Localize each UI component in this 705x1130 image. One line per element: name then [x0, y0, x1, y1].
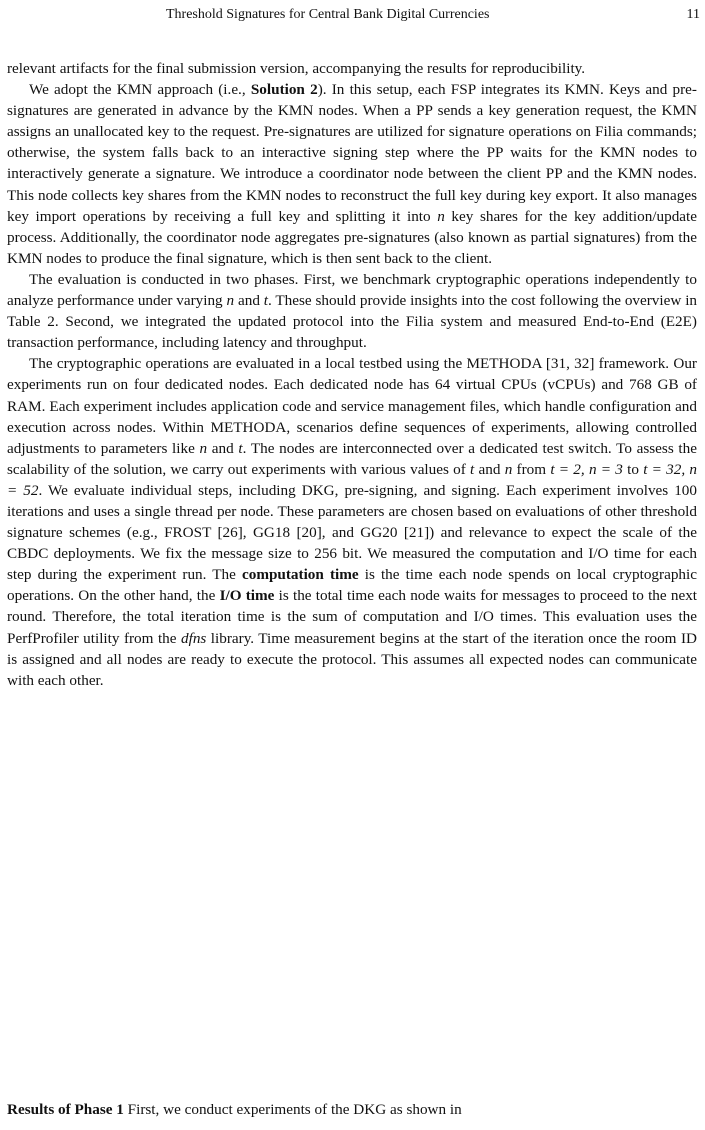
- page-number: 11: [686, 7, 700, 22]
- results-phase-1: [7, 1099, 697, 1120]
- math-n: n: [199, 439, 208, 457]
- section-text: First, we conduct experiments of the DKG as shown in: [123, 1101, 462, 1118]
- library-name: dfns: [181, 629, 207, 647]
- solution-2-emphasis: Solution 2: [250, 81, 318, 99]
- math-range-start: t = 2, n = 3: [550, 460, 623, 478]
- math-t: t: [470, 460, 475, 478]
- io-time-term: I/O time: [219, 587, 275, 605]
- math-n: n: [226, 292, 235, 310]
- paragraph-2: We adopt the KMN approach (i.e., Solution 2). In this setup, each FSP integrates its KMN. Keys and pre-signatures are generated in advance by the KMN nodes. When a PP sends a key generation request, the KMN assigns an unallocated key to the request. Pre-signatures are utilized for signature operations on Filia commands; otherwise, the system falls back to an interactive signing step where the PP waits for the KMN nodes to interactively generate a signature. We introduce a coordinator node between the client PP and the KMN nodes. This node collects key shares from the KMN nodes to reconstruct the full key during key export. It also manages key import operations by receiving a full key and splitting it into n key shares for the key addition/update process. Additionally, the coordinator node aggregates pre-signatures (also known as partial signatures) from the KMN nodes to produce the final signature, which is then sent back to the client.: [7, 81, 697, 267]
- paragraph-4: The cryptographic operations are evaluated in a local testbed using the METHODA [31, 32] framework. Our experiments run on four dedicated nodes. Each dedicated node has 64 virtual CPUs (vCPUs) and 768 GB of RAM. Each experiment includes application code and service management files, which handle configuration and execution across nodes. Within METHODA, scenarios define sequences of experiments, allowing controlled adjustments to parameters like n and t. The nodes are interconnected over a dedicated test switch. To assess the scalability of the solution, we carry out experiments with various values of t and n from t = 2, n = 3 to t = 32, n = 52. We evaluate individual steps, including DKG, pre-signing, and signing. Each experiment involves 100 iterations and uses a single thread per node. These parameters are chosen based on evaluations of other threshold signature schemes (e.g., FROST [26], GG18 [20], and GG20 [21]) and relevance to expect the scale of the CBDC deployments. We fix the message size to 256 bit. We measured the computation and I/O time for each step during the experiment run. The computation time is the time each node spends on local cryptographic operations. On the other hand, the I/O time is the total time each node waits for messages to proceed to the next round. Therefore, the total iteration time is the sum of computation and I/O times. This evaluation uses the PerfProfiler utility from the dfns library. Time measurement begins at the start of the iteration once the room ID is assigned and all nodes are ready to execute the protocol. This assumes all expected nodes can communicate with each other.: [7, 355, 698, 689]
- body-text: [7, 58, 697, 691]
- math-n: n: [504, 460, 513, 478]
- section-heading: Results of Phase 1: [7, 1101, 124, 1118]
- math-range-end: t = 32, n = 52: [7, 460, 697, 499]
- computation-time-term: computation time: [242, 566, 359, 584]
- paragraph-1: relevant artifacts for the final submission version, accompanying the results for reproducibility.: [7, 60, 586, 77]
- math-n: n: [437, 207, 445, 225]
- math-t: t: [263, 292, 269, 310]
- math-t: t: [238, 439, 243, 457]
- running-title: Threshold Signatures for Central Bank Digital Currencies: [166, 7, 490, 22]
- paragraph-3: The evaluation is conducted in two phases. First, we benchmark cryptographic operations independently to analyze performance under varying n and t. These should provide insights into the cost following the overview in Table 2. Second, we integrated the updated protocol into the Filia system and measured End-to-End (E2E) transaction performance, including latency and throughput.: [7, 270, 698, 352]
- running-header: [166, 6, 700, 26]
